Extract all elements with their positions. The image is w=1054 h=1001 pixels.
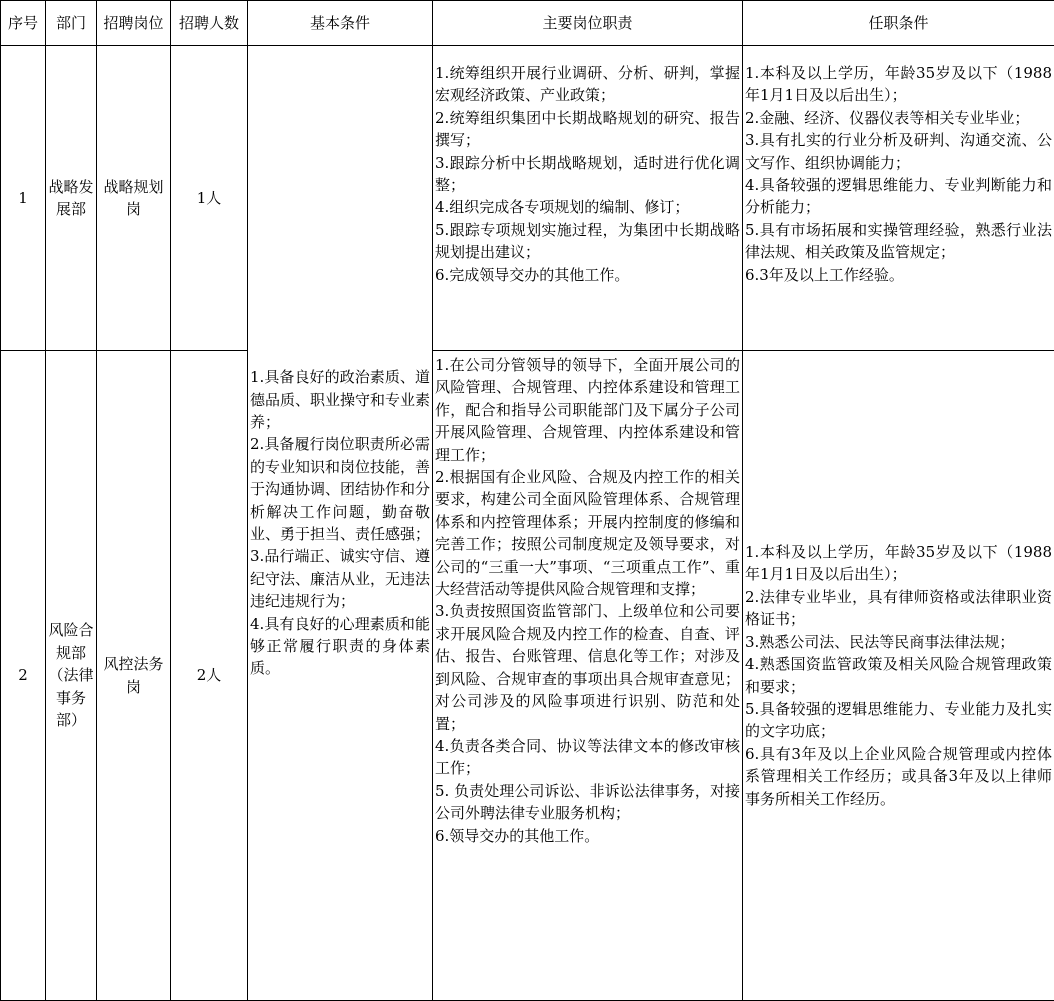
row-position: 战略规划岗 xyxy=(97,46,171,351)
basic-conditions-cell xyxy=(248,46,433,1001)
requirement-item: 1.本科及以上学历，年龄35岁及以下（1988年1月1日及以后出生）； xyxy=(745,541,1052,586)
requirement-item: 2.法律专业毕业，具有律师资格或法律职业资格证书； xyxy=(745,586,1052,631)
duty-item: 3.跟踪分析中长期战略规划，适时进行优化调整； xyxy=(435,152,740,197)
header-duties: 主要岗位职责 xyxy=(433,1,743,46)
header-basic-conditions: 基本条件 xyxy=(248,1,433,46)
duty-item: 5.跟踪专项规划实施过程，为集团中长期战略规划提出建议； xyxy=(435,219,740,264)
basic-condition-item: 3.品行端正、诚实守信、遵纪守法、廉洁从业，无违法违纪违规行为； xyxy=(250,545,430,612)
requirements-cell xyxy=(743,46,1054,351)
requirement-item: 6.具有3年及以上企业风险合规管理或内控体系管理相关工作经历；或具备3年及以上律师事务所相关工作经历。 xyxy=(745,743,1052,810)
requirement-item: 5.具备较强的逻辑思维能力、专业能力及扎实的文字功底； xyxy=(745,698,1052,743)
table-row xyxy=(1,351,1054,1001)
header-index: 序号 xyxy=(1,1,46,46)
duty-item: 2.根据国有企业风险、合规及内控工作的相关要求，构建公司全面风险管理体系、合规管理体系和内控管理体系；开展内控制度的修编和完善工作；按照公司制度规定及领导要求，对公司的“三重一大”事项、“三项重点工作”、重大经营活动等提供风险合规管理和支撑； xyxy=(435,466,740,600)
basic-condition-item: 2.具备履行岗位职责所必需的专业知识和岗位技能，善于沟通协调、团结协作和分析解决工作问题，勤奋敬业、勇于担当、责任感强； xyxy=(250,433,430,545)
header-row xyxy=(1,1,1054,46)
requirement-item: 4.熟悉国资监管政策及相关风险合规管理政策和要求； xyxy=(745,653,1052,698)
requirement-item: 1.本科及以上学历，年龄35岁及以下（1988年1月1日及以后出生）； xyxy=(745,62,1052,107)
row-department: 战略发展部 xyxy=(46,46,97,351)
header-requirements: 任职条件 xyxy=(743,1,1054,46)
duties-cell xyxy=(433,351,743,1001)
row-index: 1 xyxy=(1,46,46,351)
duty-item: 1.统筹组织开展行业调研、分析、研判，掌握宏观经济政策、产业政策； xyxy=(435,62,740,107)
duties-cell xyxy=(433,46,743,351)
requirement-item: 2.金融、经济、仪器仪表等相关专业毕业； xyxy=(745,107,1052,129)
requirement-item: 6.3年及以上工作经验。 xyxy=(745,264,1052,286)
basic-condition-item: 1.具备良好的政治素质、道德品质、职业操守和专业素养； xyxy=(250,366,430,433)
duty-item: 6.完成领导交办的其他工作。 xyxy=(435,264,740,286)
requirement-item: 4.具备较强的逻辑思维能力、专业判断能力和分析能力； xyxy=(745,174,1052,219)
row-count: 1人 xyxy=(171,46,248,351)
row-count: 2人 xyxy=(171,351,248,1001)
duty-item: 1.在公司分管领导的领导下，全面开展公司的风险管理、合规管理、内控体系建设和管理工作，配合和指导公司职能部门及下属分子公司开展风险管理、合规管理、内控体系建设和管理工作； xyxy=(435,354,740,466)
duty-item: 4.负责各类合同、协议等法律文本的修改审核工作； xyxy=(435,735,740,780)
duty-item: 2.统筹组织集团中长期战略规划的研究、报告撰写； xyxy=(435,107,740,152)
row-department: 风险合规部（法律事务部） xyxy=(46,351,97,1001)
requirement-item: 3.具有扎实的行业分析及研判、沟通交流、公文写作、组织协调能力； xyxy=(745,129,1052,174)
duty-item: 3.负责按照国资监管部门、上级单位和公司要求开展风险合规及内控工作的检查、自查、评估、报告、台账管理、信息化等工作；对涉及到风险、合规审查的事项出具合规审查意见；对公司涉及的风险事项进行识别、防范和处置； xyxy=(435,600,740,734)
header-count: 招聘人数 xyxy=(171,1,248,46)
table-row xyxy=(1,46,1054,351)
duty-item: 4.组织完成各专项规划的编制、修订； xyxy=(435,196,740,218)
basic-condition-item: 4.具有良好的心理素质和能够正常履行职责的身体素质。 xyxy=(250,613,430,680)
row-index: 2 xyxy=(1,351,46,1001)
requirements-cell xyxy=(743,351,1054,1001)
row-position: 风控法务岗 xyxy=(97,351,171,1001)
header-position: 招聘岗位 xyxy=(97,1,171,46)
duty-item: 6.领导交办的其他工作。 xyxy=(435,825,740,847)
requirement-item: 3.熟悉公司法、民法等民商事法律法规； xyxy=(745,631,1052,653)
header-department: 部门 xyxy=(46,1,97,46)
duty-item: 5. 负责处理公司诉讼、非诉讼法律事务，对接公司外聘法律专业服务机构； xyxy=(435,780,740,825)
requirement-item: 5.具有市场拓展和实操管理经验，熟悉行业法律法规、相关政策及监管规定； xyxy=(745,219,1052,264)
